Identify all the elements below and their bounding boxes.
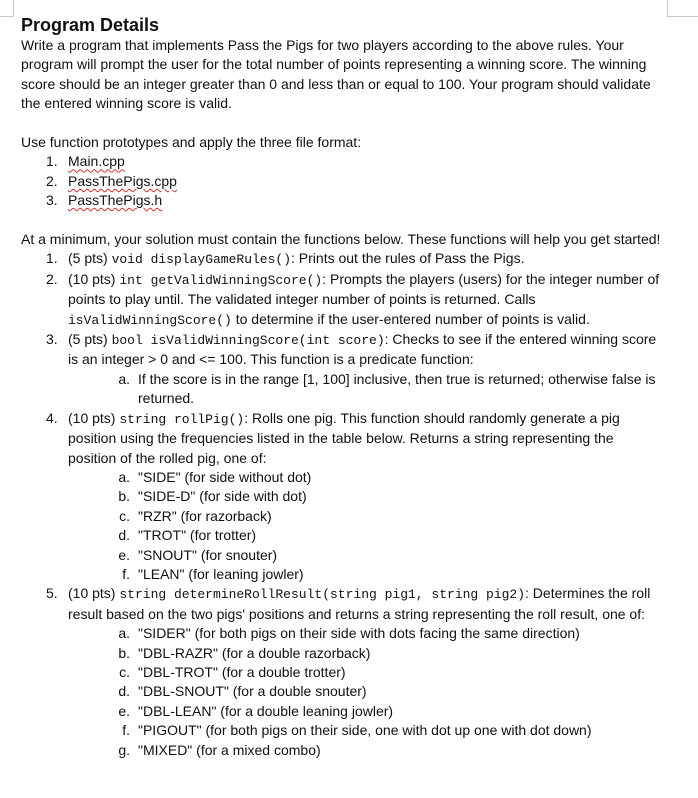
function-description: : Rolls one pig. This function should randomly generate a pig position using the frequencies listed in the table below. Returns a string representing the position of the rolled pig, one of: — [68, 409, 620, 466]
sub-item: a. If the score is in the range [1, 100] inclusive, then true is returned; otherwise false is returned. — [118, 370, 656, 407]
sub-item: b. "DBL-RAZR" (for a double razorback) — [118, 644, 371, 661]
function-item-is-valid-winning-score: 3. (5 pts) bool isValidWinningScore(int score): Checks to see if the entered winning score is an integer > 0 and <= 100. This function is a predicate function: a. If the score is in the range [1, 100] inclusive, then true is returned; otherwise false is returned. — [21, 330, 661, 409]
points: (10 pts) — [68, 270, 116, 287]
function-signature: bool isValidWinningScore(int score) — [111, 333, 385, 349]
points: (5 pts) — [68, 331, 108, 348]
functions-intro: At a minimum, your solution must contain the functions below. These functions will help you get started! — [21, 231, 661, 248]
sub-item: d. "DBL-SNOUT" (for a double snouter) — [118, 683, 367, 700]
file-name: Main.cpp — [68, 153, 125, 170]
function-item-roll-pig: 4. (10 pts) string rollPig(): Rolls one pig. This function should randomly generate a pig position using the frequencies listed in the table below. Returns a string representing the position of the rolled pig, one of: a. "SIDE" (for side without dot) b. "SIDE-D" (for side with dot) c. "RZR" (for razorback) d. "TROT" (for trotter) e. "SNOUT" (for snouter) f. "LEAN" (for leaning jowler) — [21, 409, 661, 585]
page-corner-mark-right — [667, 0, 698, 17]
file-list — [21, 152, 661, 210]
points: (10 pts) — [68, 585, 116, 602]
sub-item: e. "DBL-LEAN" (for a double leaning jowler) — [118, 702, 394, 719]
file-name: PassThePigs.h — [68, 192, 163, 209]
function-description: : Prints out the rules of Pass the Pigs. — [291, 250, 525, 267]
function-description: : Determines the roll result based on the two pigs' positions and returns a string representing the roll result, one of: — [68, 585, 651, 622]
intro-paragraph: Write a program that implements Pass the Pigs for two players according to the above rules. Your program will prompt the user for the total number of points representing a winning score. The winning score should be an integer greater than 0 and less than or equal to 100. Your program should validate the entered winning score is valid. — [21, 37, 651, 112]
sub-item: e. "SNOUT" (for snouter) — [118, 546, 278, 563]
sub-item: f. "LEAN" (for leaning jowler) — [122, 565, 304, 582]
sub-list — [115, 370, 661, 409]
function-signature: int getValidWinningScore() — [119, 272, 323, 288]
sub-item: g. "MIXED" (for a mixed combo) — [118, 741, 321, 758]
function-description: : Prompts the players (users) for the integer number of points to play until. The validated integer number of points is returned. Calls — [68, 270, 660, 308]
function-description-end: to determine if the user-entered number of points is valid. — [231, 310, 590, 327]
function-signature: string rollPig() — [119, 411, 245, 427]
function-signature: string determineRollResult(string pig1, string pig2) — [119, 587, 526, 603]
page-corner-mark-left — [0, 0, 14, 17]
function-description: : Checks to see if the entered winning score is an integer > 0 and <= 100. This function is a predicate function: — [68, 331, 657, 368]
list-item: 2. PassThePigs.cpp — [46, 172, 177, 189]
sub-item: a. "SIDER" (for both pigs on their side with dots facing the same direction) — [118, 625, 580, 642]
sub-item: c. "DBL-TROT" (for a double trotter) — [119, 663, 346, 680]
sub-item: b. "SIDE-D" (for side with dot) — [118, 488, 307, 505]
points: (10 pts) — [68, 409, 116, 426]
points: (5 pts) — [68, 250, 108, 267]
function-call: isValidWinningScore() — [68, 312, 232, 328]
sub-item: f. "PIGOUT" (for both pigs on their side, one with dot up one with dot down) — [122, 722, 592, 739]
function-item-display-rules: 1. (5 pts) void displayGameRules(): Prints out the rules of Pass the Pigs. — [46, 250, 525, 268]
list-item: 1. Main.cpp — [46, 153, 125, 170]
function-item-get-valid-winning-score: 2. (10 pts) int getValidWinningScore(): Prompts the players (users) for the integer number of points to play until. The validated integer number of points is returned. Calls isValidWinningScore() to determine if the user-entered number of points is valid. — [46, 270, 660, 328]
function-item-determine-roll-result: 5. (10 pts) string determineRollResult(string pig1, string pig2): Determines the roll result based on the two pigs' positions and returns a string representing the roll result, one of: a. "SIDER" (for both pigs on their side with dots facing the same direction) b. "DBL-RAZR" (for a double razorback) c. "DBL-TROT" (for a double trotter) d. "DBL-SNOUT" (for a double snouter) e. "DBL-LEAN" (for a double leaning jowler) f. "PIGOUT" (for both pigs on their side, one with dot up one with dot down) g. "MIXED" (for a mixed combo) — [21, 584, 661, 760]
function-list — [21, 249, 661, 760]
sub-list — [115, 624, 661, 760]
function-signature: void displayGameRules() — [111, 252, 292, 268]
files-intro: Use function prototypes and apply the three file format: — [21, 134, 362, 151]
sub-item: d. "TROT" (for trotter) — [118, 527, 257, 544]
sub-item: a. "SIDE" (for side without dot) — [118, 468, 312, 485]
sub-list — [115, 468, 661, 584]
document-body — [21, 15, 661, 760]
file-name: PassThePigs.cpp — [68, 172, 177, 189]
list-item: 3. PassThePigs.h — [46, 192, 163, 209]
sub-item: c. "RZR" (for razorback) — [119, 507, 272, 524]
page-title: Program Details — [21, 15, 160, 35]
